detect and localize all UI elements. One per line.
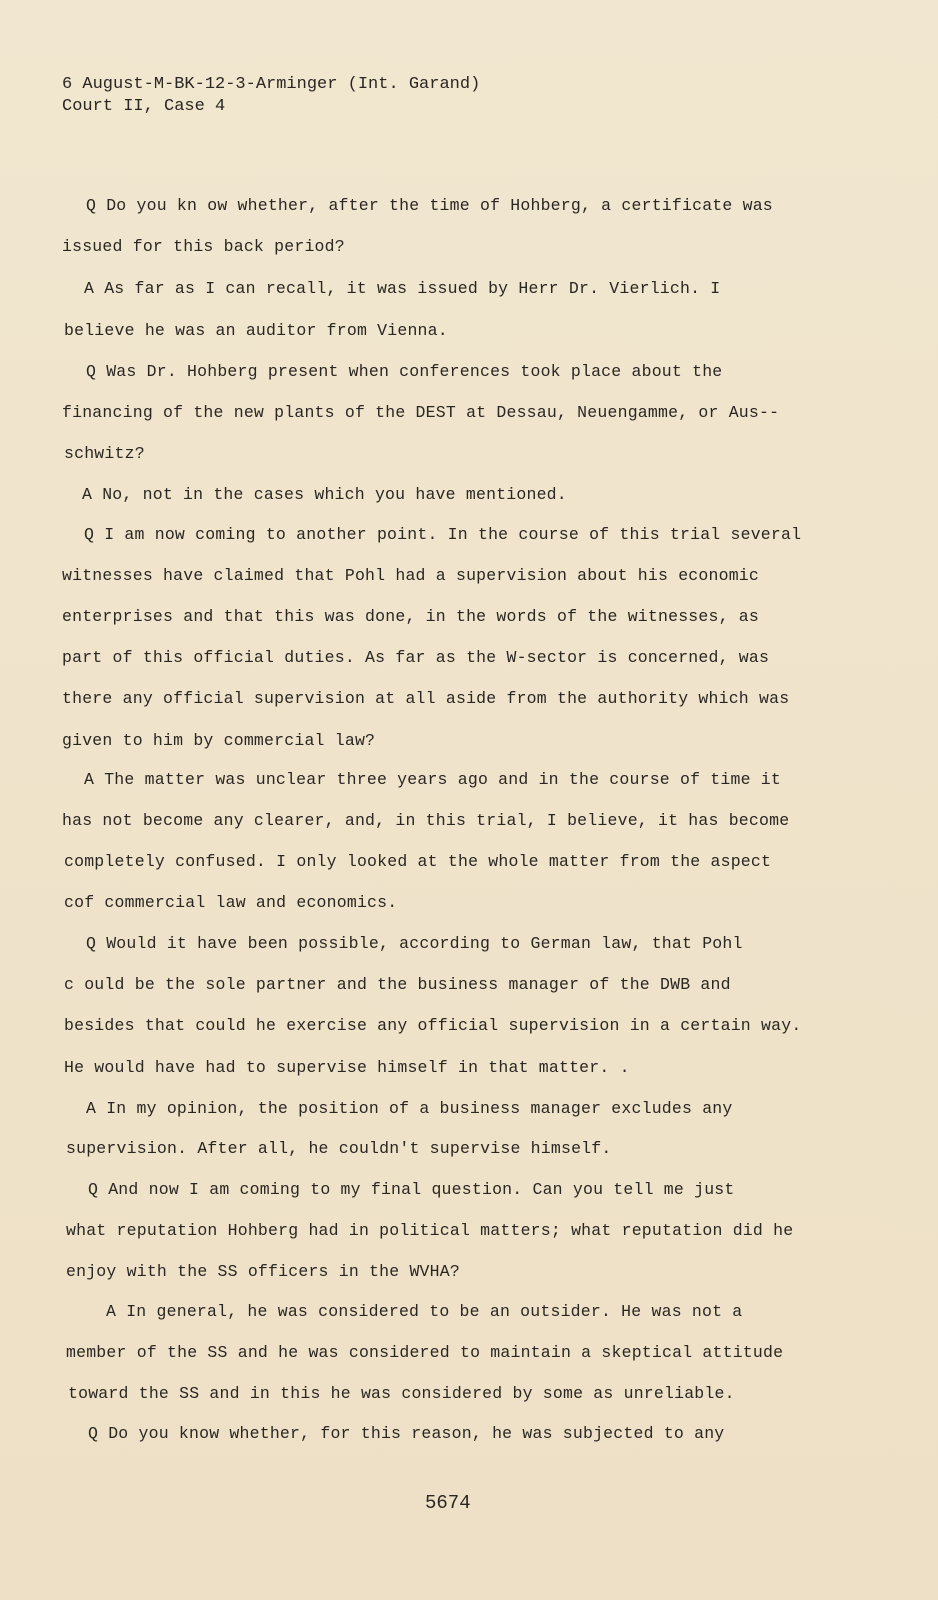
transcript-line: enjoy with the SS officers in the WVHA? xyxy=(66,1262,460,1281)
transcript-line: financing of the new plants of the DEST at Dessau, Neuengamme, or Aus-- xyxy=(62,403,780,422)
transcript-line: A In general, he was considered to be an outsider. He was not a xyxy=(106,1302,743,1321)
transcript-line: completely confused. I only looked at the whole matter from the aspect xyxy=(64,852,772,871)
transcript-line: issued for this back period? xyxy=(62,237,345,256)
header-line-2: Court II, Case 4 xyxy=(62,97,226,116)
transcript-line: witnesses have claimed that Pohl had a supervision about his economic xyxy=(62,566,760,585)
transcript-line: A In my opinion, the position of a business manager excludes any xyxy=(86,1099,733,1118)
transcript-line: what reputation Hohberg had in political matters; what reputation did he xyxy=(66,1221,794,1240)
transcript-line: A No, not in the cases which you have mentioned. xyxy=(82,485,567,504)
page-number: 5674 xyxy=(425,1492,471,1514)
transcript-line: Q I am now coming to another point. In the course of this trial several xyxy=(84,525,802,544)
transcript-line: enterprises and that this was done, in the words of the witnesses, as xyxy=(62,607,760,626)
document-header xyxy=(62,74,480,118)
transcript-line: schwitz? xyxy=(64,444,145,463)
transcript-line: has not become any clearer, and, in this trial, I believe, it has become xyxy=(62,811,790,830)
transcript-line: part of this official duties. As far as the W-sector is concerned, was xyxy=(62,648,770,667)
transcript-line: A The matter was unclear three years ago and in the course of time it xyxy=(84,770,782,789)
transcript-line: there any official supervision at all aside from the authority which was xyxy=(62,689,790,708)
transcript-line: He would have had to supervise himself in that matter. . xyxy=(64,1058,630,1077)
header-line-1: 6 August-M-BK-12-3-Arminger (Int. Garand) xyxy=(62,75,481,94)
transcript-line: besides that could he exercise any official supervision in a certain way. xyxy=(64,1016,802,1035)
transcript-line: supervision. After all, he couldn't supervise himself. xyxy=(66,1139,612,1158)
transcript-line: toward the SS and in this he was considered by some as unreliable. xyxy=(68,1384,735,1403)
transcript-line: given to him by commercial law? xyxy=(62,731,376,750)
transcript-line: believe he was an auditor from Vienna. xyxy=(64,321,448,340)
transcript-line: Q Do you know whether, for this reason, he was subjected to any xyxy=(88,1424,725,1443)
transcript-line: member of the SS and he was considered to maintain a skeptical attitude xyxy=(66,1343,784,1362)
transcript-line: cof commercial law and economics. xyxy=(64,893,398,912)
transcript-line: A As far as I can recall, it was issued by Herr Dr. Vierlich. I xyxy=(84,279,721,298)
transcript-line: Q Was Dr. Hohberg present when conferences took place about the xyxy=(86,362,723,381)
transcript-line: Q Would it have been possible, according to German law, that Pohl xyxy=(86,934,743,953)
transcript-line: Q And now I am coming to my final question. Can you tell me just xyxy=(88,1180,735,1199)
transcript-line: c ould be the sole partner and the business manager of the DWB and xyxy=(64,975,731,994)
transcript-line: Q Do you kn ow whether, after the time of Hohberg, a certificate was xyxy=(86,196,773,215)
